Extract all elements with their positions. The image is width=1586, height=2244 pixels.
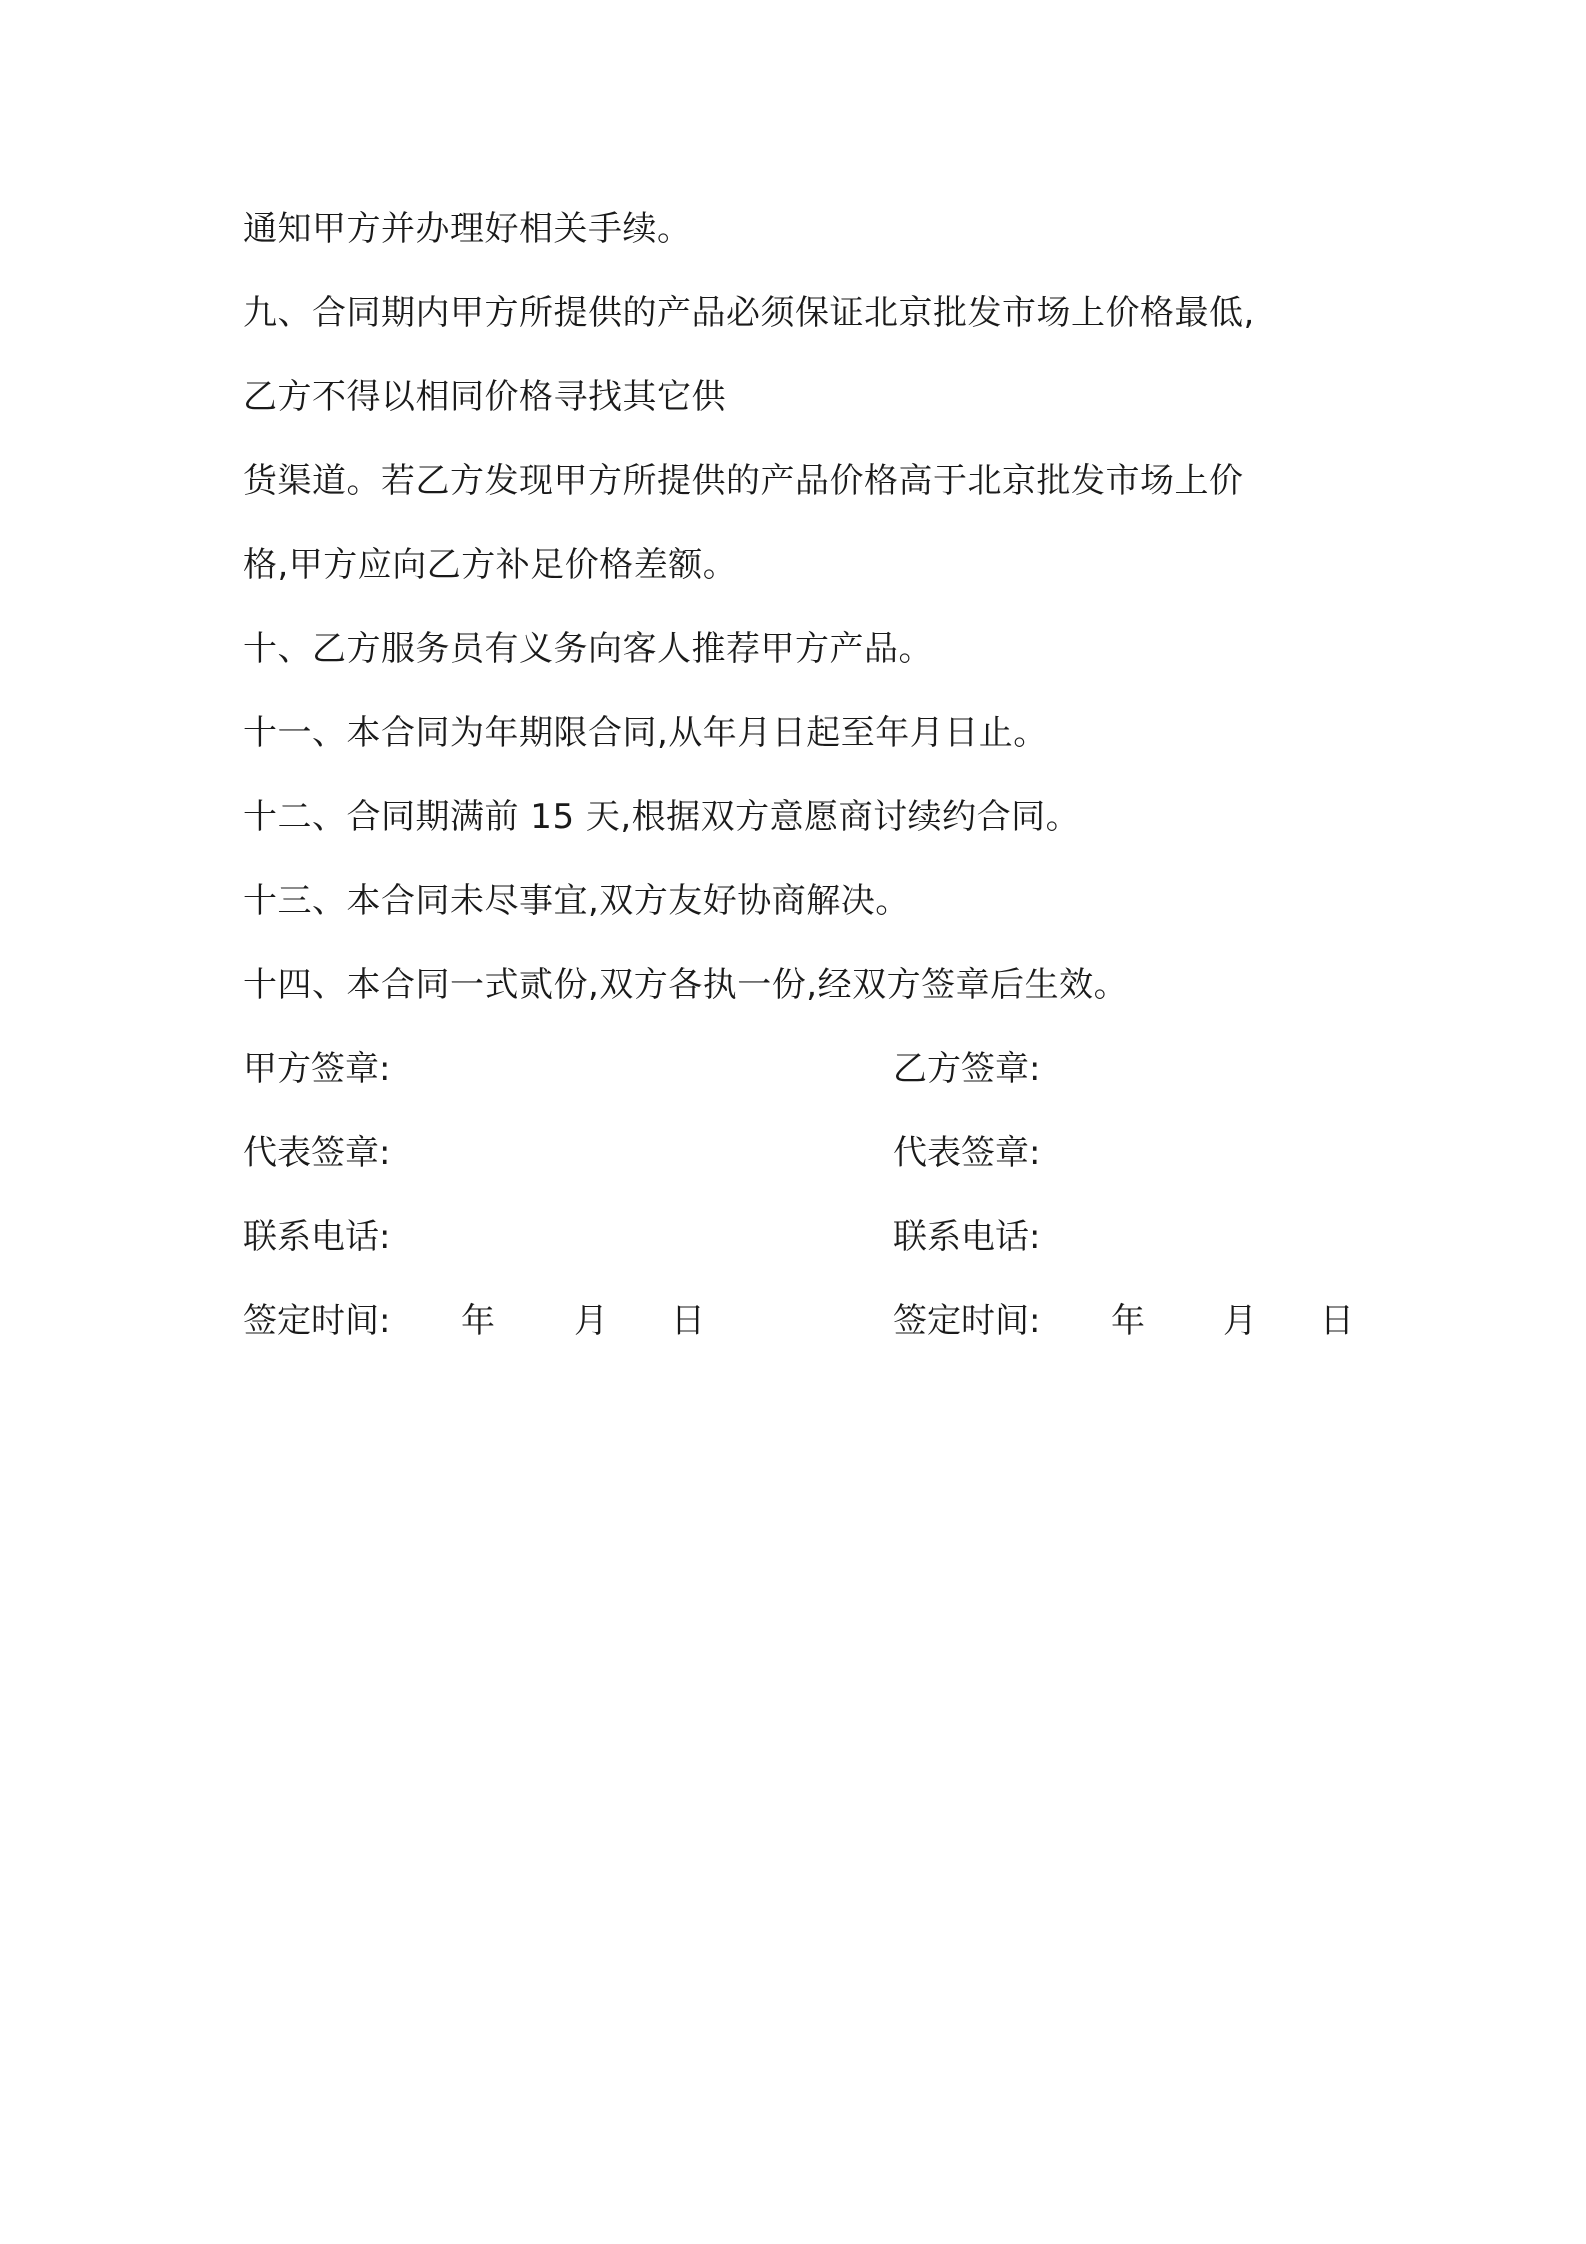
party-b-date-year: 年 xyxy=(1111,1301,1145,1341)
clause-11: 十一、本合同为年期限合同,从年月日起至年月日止。 xyxy=(243,713,1048,753)
party-a-rep-label: 代表签章: xyxy=(243,1133,391,1173)
party-b-phone-label: 联系电话: xyxy=(893,1217,1041,1257)
clause-9-line-2: 乙方不得以相同价格寻找其它供 xyxy=(243,377,726,417)
clause-14: 十四、本合同一式贰份,双方各执一份,经双方签章后生效。 xyxy=(243,965,1129,1005)
party-b-date-day: 日 xyxy=(1320,1301,1354,1341)
clause-9-line-1: 九、合同期内甲方所提供的产品必须保证北京批发市场上价格最低, xyxy=(243,293,1255,333)
party-b-date-month: 月 xyxy=(1223,1301,1257,1341)
party-b-seal-label: 乙方签章: xyxy=(893,1049,1041,1089)
clause-13: 十三、本合同未尽事宜,双方友好协商解决。 xyxy=(243,881,910,921)
party-a-date-day: 日 xyxy=(671,1301,705,1341)
clause-12: 十二、合同期满前 15 天,根据双方意愿商讨续约合同。 xyxy=(243,797,1081,837)
party-b-rep-label: 代表签章: xyxy=(893,1133,1041,1173)
clause-9-line-3: 货渠道。若乙方发现甲方所提供的产品价格高于北京批发市场上价 xyxy=(243,461,1244,501)
party-a-date-label: 签定时间: xyxy=(243,1301,391,1341)
party-b-date-label: 签定时间: xyxy=(893,1301,1041,1341)
body-line-1: 通知甲方并办理好相关手续。 xyxy=(243,209,692,249)
clause-10: 十、乙方服务员有义务向客人推荐甲方产品。 xyxy=(243,629,933,669)
clause-9-line-4: 格,甲方应向乙方补足价格差额。 xyxy=(243,545,738,585)
party-a-date-month: 月 xyxy=(574,1301,608,1341)
party-a-date-year: 年 xyxy=(461,1301,495,1341)
party-a-seal-label: 甲方签章: xyxy=(243,1049,391,1089)
party-a-phone-label: 联系电话: xyxy=(243,1217,391,1257)
